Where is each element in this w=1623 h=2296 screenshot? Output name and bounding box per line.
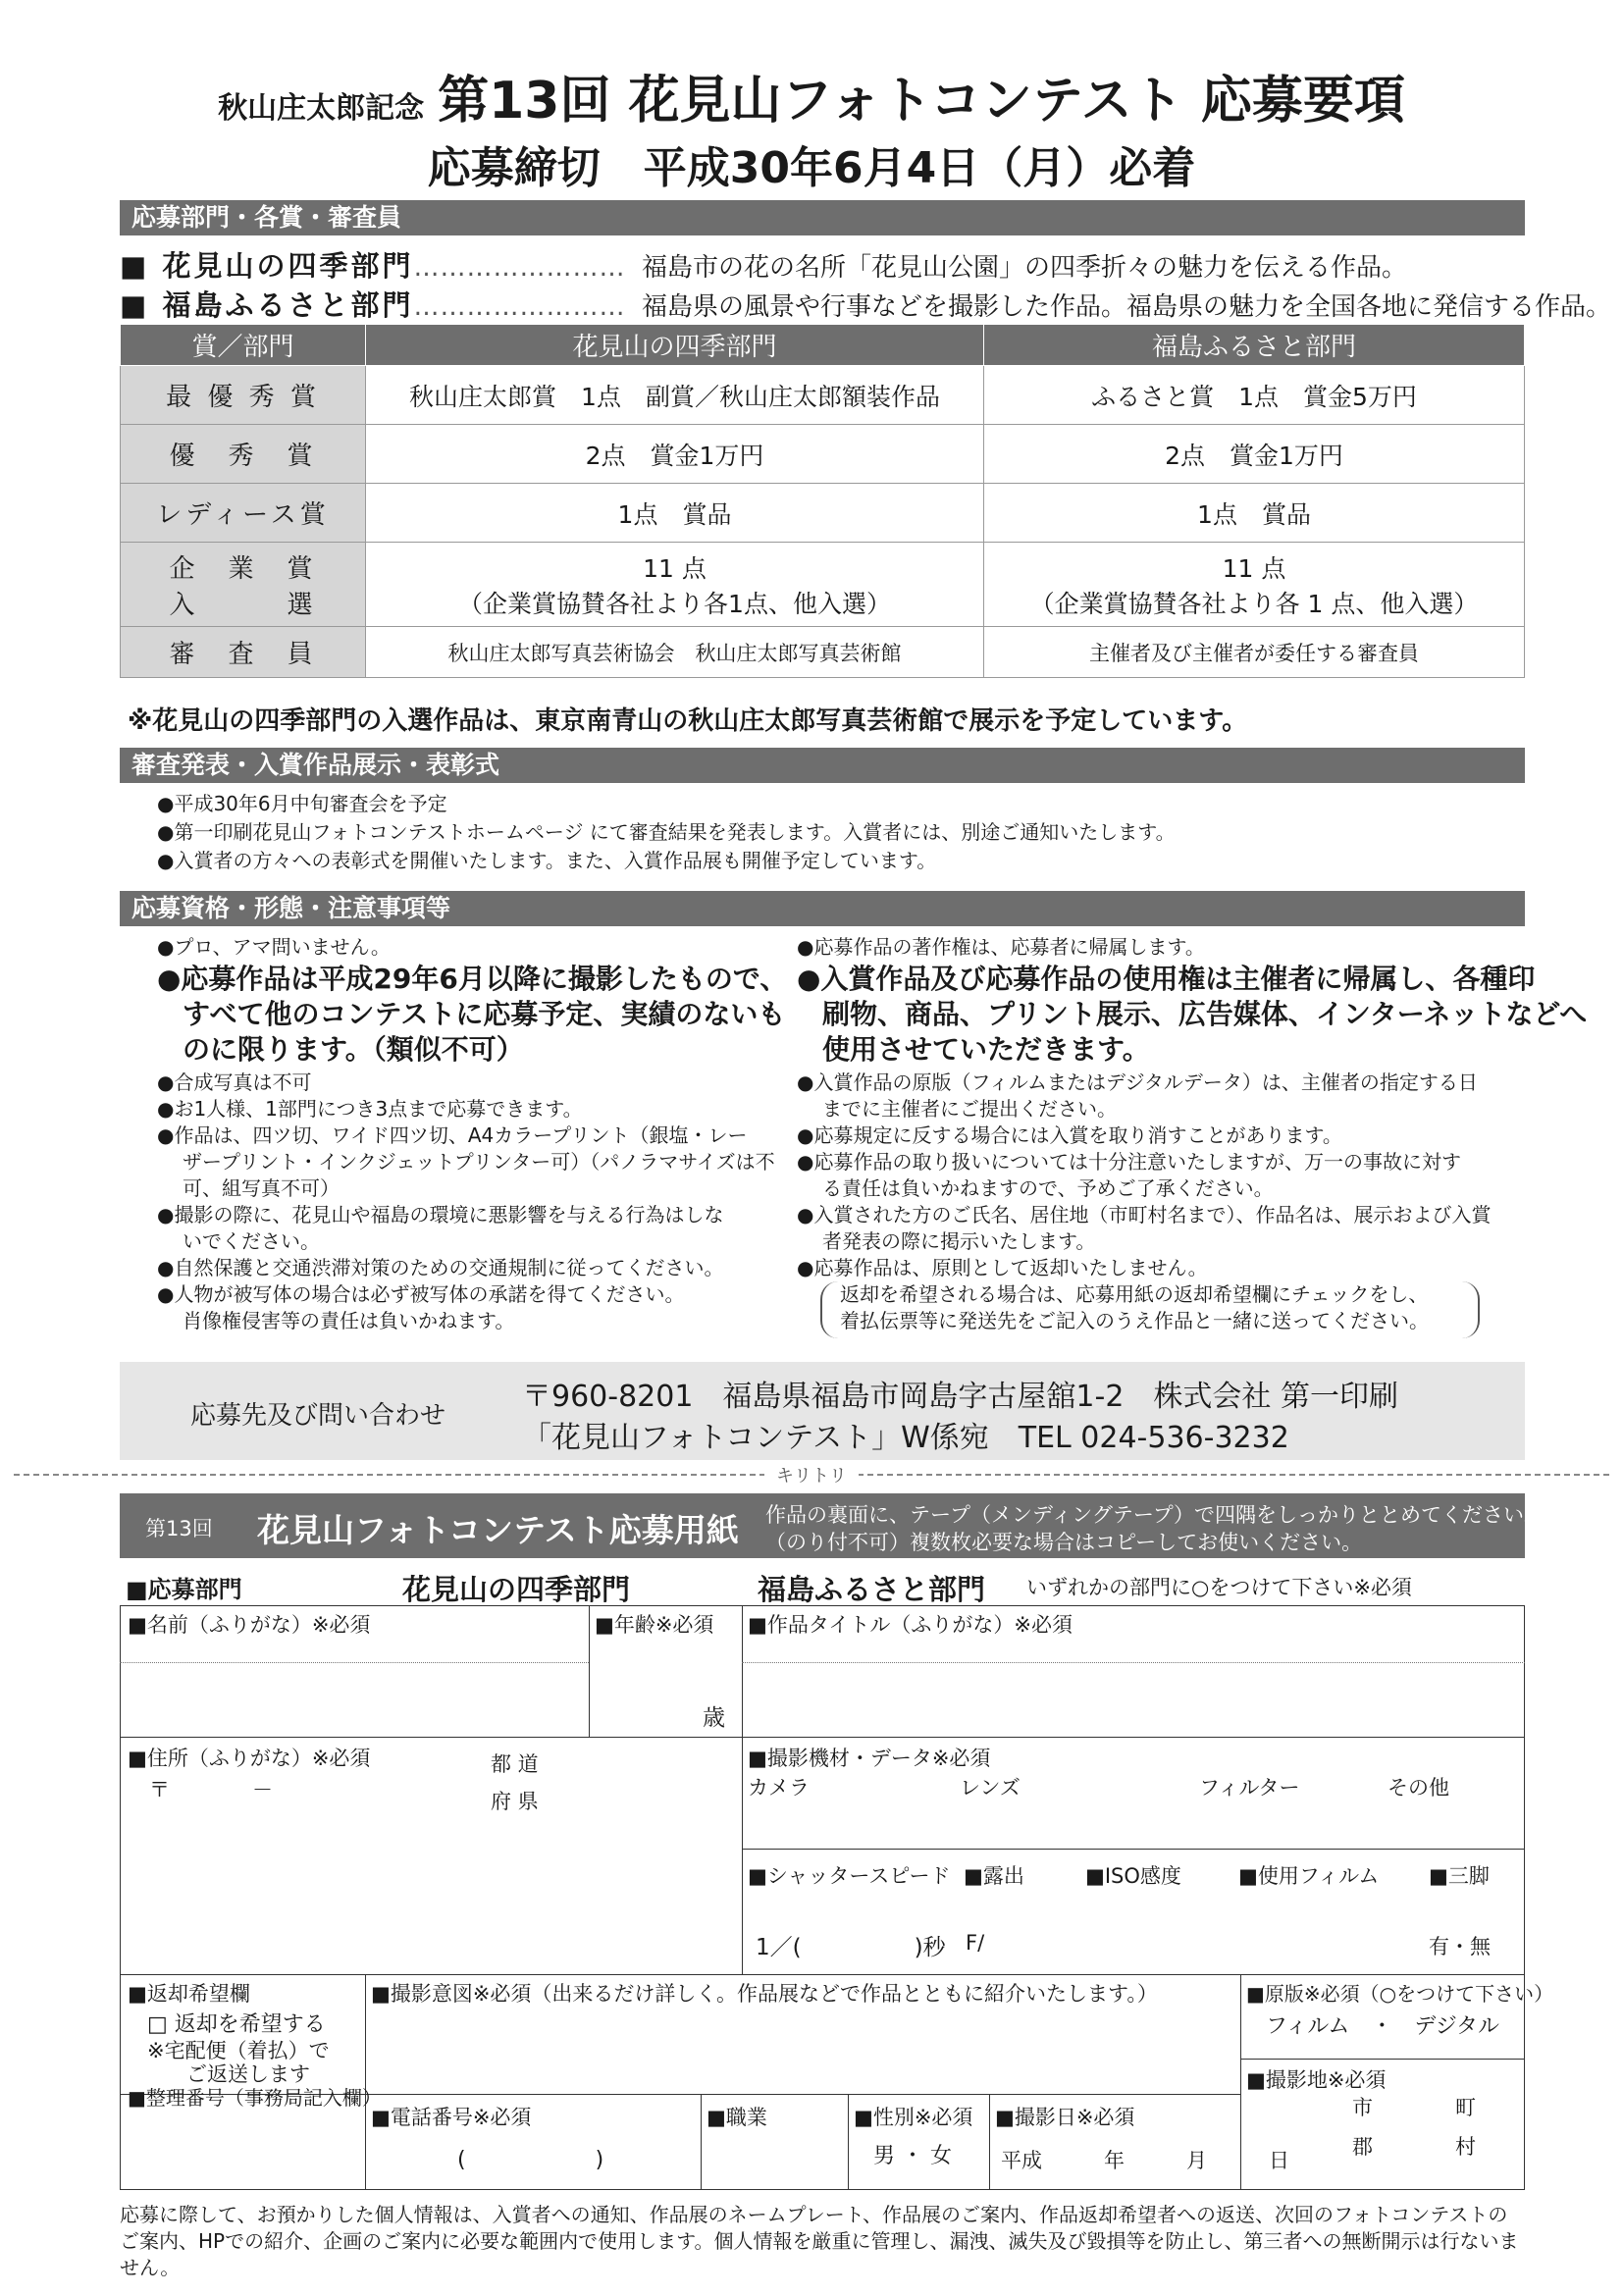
award-cell: 1点 賞品	[366, 484, 984, 543]
tripod-value: 有・無	[1429, 1935, 1491, 1958]
age-unit: 歳	[703, 1705, 725, 1731]
awards-row	[121, 543, 1525, 627]
form-dept-note: いずれかの部門に○をつけて下さい※必須	[1026, 1576, 1412, 1599]
rule-item: ●お1人様、1部門につき3点まで応募できます。	[157, 1097, 583, 1121]
camera-label: カメラ	[748, 1776, 810, 1800]
privacy-footer: 応募に際して、お預かりした個人情報は、入賞者への通知、作品展のネームプレート、作品展のご案内、作品返却希望者への返送、次回のフォトコンテストのご案内、HPでの紹介、企画のご案内に必要な範囲内で使用します。個人情報を厳重に管理し、漏洩、滅失及び毀損等を防止し、第三者への無断開示は行ないません。	[120, 2203, 1519, 2279]
awards-row	[121, 366, 1525, 425]
rule-item-bold: のに限ります。（類似不可）	[183, 1033, 524, 1066]
gender-value: 男 ・ 女	[873, 2144, 952, 2168]
rule-item: ●自然保護と交通渋滞対策のための交通規制に従ってください。	[157, 1256, 724, 1279]
results-item: ●第一印刷花見山フォトコンテストホームページ にて審査結果を発表します。入賞者には、別途ご通知いたします。	[157, 820, 1176, 844]
gender-field[interactable]: ■性別※必須	[854, 2106, 973, 2129]
form-dotted-line	[742, 1662, 1525, 1663]
address-field[interactable]: ■住所（ふりがな）※必須	[128, 1747, 371, 1770]
award-cell: 2点 賞金1万円	[984, 425, 1525, 484]
original-options[interactable]: フィルム ・ デジタル	[1266, 2014, 1500, 2039]
job-field[interactable]: ■職業	[707, 2106, 767, 2129]
form-divider	[742, 1849, 1525, 1850]
form-divider	[120, 1737, 1525, 1738]
contact-label: 応募先及び問い合わせ	[190, 1401, 446, 1431]
form-dotted-line	[120, 1662, 589, 1663]
award-label: 優 秀 賞	[121, 425, 366, 484]
rule-item: ●入賞作品の原版（フィルムまたはデジタルデータ）は、主催者の指定する日	[797, 1070, 1478, 1094]
awards-row	[121, 627, 1525, 678]
phone-field[interactable]: ■電話番号※必須	[371, 2106, 532, 2129]
rule-item: ●入賞された方のご氏名、居住地（市町村名まで）、作品名は、展示および入賞	[797, 1203, 1492, 1226]
deadline: 応募締切 平成30年6月4日（月）必着	[427, 143, 1196, 193]
rule-item: 着払伝票等に発送先をご記入のうえ作品と一緒に送ってください。	[840, 1309, 1429, 1332]
rule-item: 返却を希望される場合は、応募用紙の返却希望欄にチェックをし、	[840, 1282, 1429, 1306]
return-checkbox[interactable]: □ 返却を希望する	[147, 2012, 326, 2037]
prefecture-label-1: 都 道	[491, 1752, 539, 1776]
other-label: その他	[1387, 1776, 1449, 1800]
form-dept-option-hanamiyama[interactable]: 花見山の四季部門	[402, 1573, 631, 1606]
rule-item-bold: ●応募作品は平成29年6月以降に撮影したもので、	[157, 963, 788, 995]
form-divider	[742, 1605, 743, 1974]
rule-item: 肖像権侵害等の責任は負いかねます。	[183, 1309, 515, 1332]
cut-label: キリトリ	[0, 1462, 1623, 1487]
awards-header: 福島ふるさと部門	[984, 325, 1525, 366]
awards-row	[121, 425, 1525, 484]
rule-item: る責任は負いかねますので、予めご了承ください。	[822, 1176, 1274, 1200]
rule-item-bold: すべて他のコンテストに応募予定、実績のないも	[183, 998, 786, 1030]
rule-item: ●作品は、四ツ切、ワイド四ツ切、A4カラープリント（銀塩・レー	[157, 1123, 748, 1147]
location-county: 郡 村	[1352, 2135, 1476, 2159]
form-divider	[589, 1605, 590, 1737]
awards-header: 花見山の四季部門	[366, 325, 984, 366]
rule-item: ●合成写真は不可	[157, 1070, 312, 1094]
rule-item: ●プロ、アマ問いません。	[157, 935, 391, 959]
rule-item: ●応募作品の著作権は、応募者に帰属します。	[797, 935, 1205, 959]
lens-label: レンズ	[960, 1776, 1021, 1800]
form-divider	[120, 1974, 1525, 1975]
form-note: 作品の裏面に、テープ（メンディングテープ）で四隅をしっかりととめてください。	[765, 1503, 1545, 1527]
title-subtitle: 秋山庄太郎記念	[218, 91, 425, 126]
rule-item: 可、組写真不可）	[183, 1176, 340, 1200]
awards-header-row	[121, 325, 1525, 366]
original-field: ■原版※必須（○をつけて下さい）	[1246, 1982, 1554, 2006]
filter-label: フィルター	[1199, 1776, 1300, 1800]
form-edition: 第13回	[145, 1517, 213, 1540]
form-divider	[1240, 2059, 1525, 2060]
award-cell: 秋山庄太郎写真芸術協会 秋山庄太郎写真芸術館	[366, 627, 984, 678]
award-cell: 主催者及び主催者が委任する審査員	[984, 627, 1525, 678]
form-divider	[989, 2094, 990, 2190]
shutter-value: 1／( )秒	[756, 1935, 946, 1960]
rule-item: ●応募規定に反する場合には入賞を取り消すことがあります。	[797, 1123, 1342, 1147]
form-title: 花見山フォトコンテスト応募用紙	[257, 1511, 739, 1549]
rule-item-bold: ●入賞作品及び応募作品の使用権は主催者に帰属し、各種印	[797, 963, 1536, 995]
rule-item-bold: 刷物、商品、プリント展示、広告媒体、インターネットなどへ	[822, 998, 1588, 1030]
prefecture-label-2: 府 県	[491, 1790, 539, 1813]
name-field[interactable]: ■名前（ふりがな）※必須	[128, 1613, 371, 1637]
rule-item-bold: 使用させていただきます。	[822, 1033, 1150, 1066]
rule-item: ●撮影の際に、花見山や福島の環境に悪影響を与える行為はしな	[157, 1203, 724, 1226]
date-field[interactable]: ■撮影日※必須	[995, 2106, 1135, 2129]
rule-item: ●人物が被写体の場合は必ず被写体の承諾を得てください。	[157, 1282, 685, 1306]
contact-address: 〒960-8201 福島県福島市岡島字古屋舘1-2 株式会社 第一印刷	[522, 1380, 1398, 1414]
intent-field[interactable]: ■撮影意図※必須（出来るだけ詳しく。作品展などで作品とともに紹介いたします。）	[371, 1982, 1158, 2006]
rule-item: ザープリント・インクジェットプリンター可）（パノラマサイズは不	[183, 1150, 775, 1174]
form-divider	[848, 2094, 849, 2190]
section-awards-heading: 応募部門・各賞・審査員	[120, 200, 1525, 235]
award-label: レディース賞	[121, 484, 366, 543]
form-note: （のり付不可）複数枚必要な場合はコピーしてお使いください。	[765, 1531, 1363, 1554]
award-label: 最 優 秀 賞	[121, 366, 366, 425]
contact-box	[120, 1362, 1525, 1460]
shutter-field[interactable]: ■シャッタースピード	[748, 1864, 951, 1888]
exhibition-notice: ※花見山の四季部門の入選作品は、東京南青山の秋山庄太郎写真芸術館で展示を予定しています。	[128, 706, 1248, 736]
award-cell: 11 点 （企業賞協賛各社より各 1 点、他入選）	[984, 543, 1525, 627]
form-dept-label: ■応募部門	[126, 1576, 242, 1603]
film-field[interactable]: ■使用フィルム	[1238, 1864, 1380, 1888]
postal-code: 〒 －	[149, 1778, 273, 1801]
awards-row	[121, 484, 1525, 543]
rule-item: ●応募作品の取り扱いについては十分注意いたしますが、万一の事故に対す	[797, 1150, 1462, 1174]
awards-header: 賞／部門	[121, 325, 366, 366]
rule-item: いでください。	[183, 1229, 320, 1253]
results-item: ●平成30年6月中旬審査会を予定	[157, 792, 447, 815]
form-divider	[701, 2094, 702, 2190]
rule-item: 者発表の際に掲示いたします。	[822, 1229, 1096, 1253]
section-eligibility-heading: 応募資格・形態・注意事項等	[120, 891, 1525, 926]
award-label: 審 査 員	[121, 627, 366, 678]
age-field[interactable]: ■年齢※必須	[595, 1613, 714, 1637]
return-field: ■返却希望欄	[128, 1982, 250, 2006]
equipment-field[interactable]: ■撮影機材・データ※必須	[748, 1747, 991, 1770]
award-cell: 2点 賞金1万円	[366, 425, 984, 484]
location-field[interactable]: ■撮影地※必須	[1246, 2068, 1387, 2092]
award-cell: 1点 賞品	[984, 484, 1525, 543]
award-label: 企 業 賞 入 選	[121, 543, 366, 627]
phone-value: ( )	[457, 2148, 604, 2172]
section-results-heading: 審査発表・入賞作品展示・表彰式	[120, 748, 1525, 783]
date-value: 平成 年 月 日	[1001, 2149, 1289, 2172]
return-note: ※宅配便（着払）で	[147, 2039, 330, 2062]
department-line-furusato: ■ 福島ふるさと部門…………………… 福島県の風景や行事などを撮影した作品。福島県の魅力を全国各地に発信する作品。	[120, 288, 1612, 322]
award-cell: 秋山庄太郎賞 1点 副賞／秋山庄太郎額装作品	[366, 366, 984, 425]
f-value: F/	[966, 1931, 985, 1955]
award-cell: ふるさと賞 1点 賞金5万円	[984, 366, 1525, 425]
rule-item: ●応募作品は、原則として返却いたしません。	[797, 1256, 1208, 1279]
iso-field[interactable]: ■ISO感度	[1085, 1864, 1181, 1888]
tripod-field[interactable]: ■三脚	[1429, 1864, 1490, 1888]
work-title-field[interactable]: ■作品タイトル（ふりがな）※必須	[748, 1613, 1073, 1637]
location-city: 市 町	[1352, 2096, 1476, 2119]
department-line-hanamiyama: ■ 花見山の四季部門…………………… 福島市の花の名所「花見山公園」の四季折々の魅力を伝える作品。	[120, 249, 1408, 283]
form-header	[120, 1493, 1545, 1558]
return-note: ご返送します	[186, 2062, 310, 2086]
contact-phone: 「花見山フォトコンテスト」W係宛 TEL 024-536-3232	[522, 1421, 1289, 1455]
form-dept-option-furusato[interactable]: 福島ふるさと部門	[758, 1573, 986, 1606]
title-main: 第13回 花見山フォトコンテスト 応募要項	[438, 72, 1405, 130]
aperture-field[interactable]: ■露出	[964, 1864, 1024, 1888]
page-title	[0, 59, 1623, 132]
control-number-field: ■整理番号（事務局記入欄）	[128, 2086, 382, 2110]
rule-item: までに主催者にご提出ください。	[822, 1097, 1117, 1121]
awards-table	[120, 324, 1525, 678]
results-item: ●入賞者の方々への表彰式を開催いたします。また、入賞作品展も開催予定しています。	[157, 849, 937, 872]
award-cell: 11 点 （企業賞協賛各社より各1点、他入選）	[366, 543, 984, 627]
